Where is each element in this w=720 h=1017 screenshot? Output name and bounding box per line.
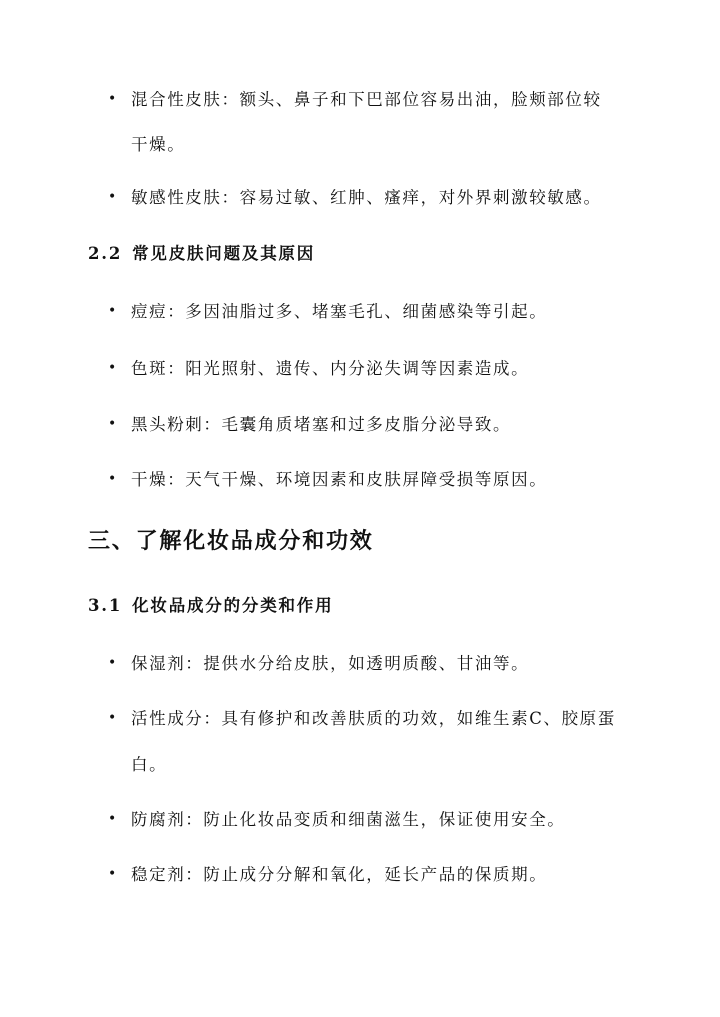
list-item-text: 敏感性皮肤：容易过敏、红肿、瘙痒，对外界刺激较敏感。 bbox=[131, 188, 602, 207]
bullet-icon: • bbox=[108, 360, 118, 376]
section-heading bbox=[88, 246, 315, 263]
list-item-text: 干燥：天气干燥、环境因素和皮肤屏障受损等原因。 bbox=[131, 470, 548, 489]
list-item-text: 防腐剂：防止化妆品变质和细菌滋生，保证使用安全。 bbox=[131, 810, 566, 829]
list-item-text: 保湿剂：提供水分给皮肤，如透明质酸、甘油等。 bbox=[131, 654, 530, 673]
bullet-icon: • bbox=[108, 303, 118, 319]
section-heading bbox=[88, 598, 333, 615]
section-number: 2.2 bbox=[88, 244, 123, 263]
bullet-icon: • bbox=[108, 91, 118, 107]
list-item-text: 痘痘：多因油脂过多、堵塞毛孔、细菌感染等引起。 bbox=[131, 302, 548, 321]
chapter-heading: 三、了解化妆品成分和功效 bbox=[88, 528, 374, 554]
bullet-icon: • bbox=[108, 655, 118, 671]
list-item-continuation: 白。 bbox=[131, 755, 168, 774]
list-item-continuation: 干燥。 bbox=[131, 135, 186, 154]
bullet-icon: • bbox=[108, 710, 118, 726]
bullet-icon: • bbox=[108, 811, 118, 827]
bullet-icon: • bbox=[108, 471, 118, 487]
bullet-icon: • bbox=[108, 416, 118, 432]
list-item-text: 黑头粉刺：毛囊角质堵塞和过多皮脂分泌导致。 bbox=[131, 415, 512, 434]
list-item-text: 稳定剂：防止成分分解和氧化，延长产品的保质期。 bbox=[131, 865, 548, 884]
section-title: 常见皮肤问题及其原因 bbox=[132, 244, 316, 263]
bullet-icon: • bbox=[108, 866, 118, 882]
section-title: 化妆品成分的分类和作用 bbox=[132, 596, 334, 615]
list-item-text: 混合性皮肤：额头、鼻子和下巴部位容易出油，脸颊部位较 bbox=[131, 90, 602, 109]
section-number: 3.1 bbox=[88, 596, 123, 615]
list-item-text: 活性成分：具有修护和改善肤质的功效，如维生素C、胶原蛋 bbox=[131, 709, 616, 728]
bullet-icon: • bbox=[108, 189, 118, 205]
list-item-text: 色斑：阳光照射、遗传、内分泌失调等因素造成。 bbox=[131, 359, 530, 378]
